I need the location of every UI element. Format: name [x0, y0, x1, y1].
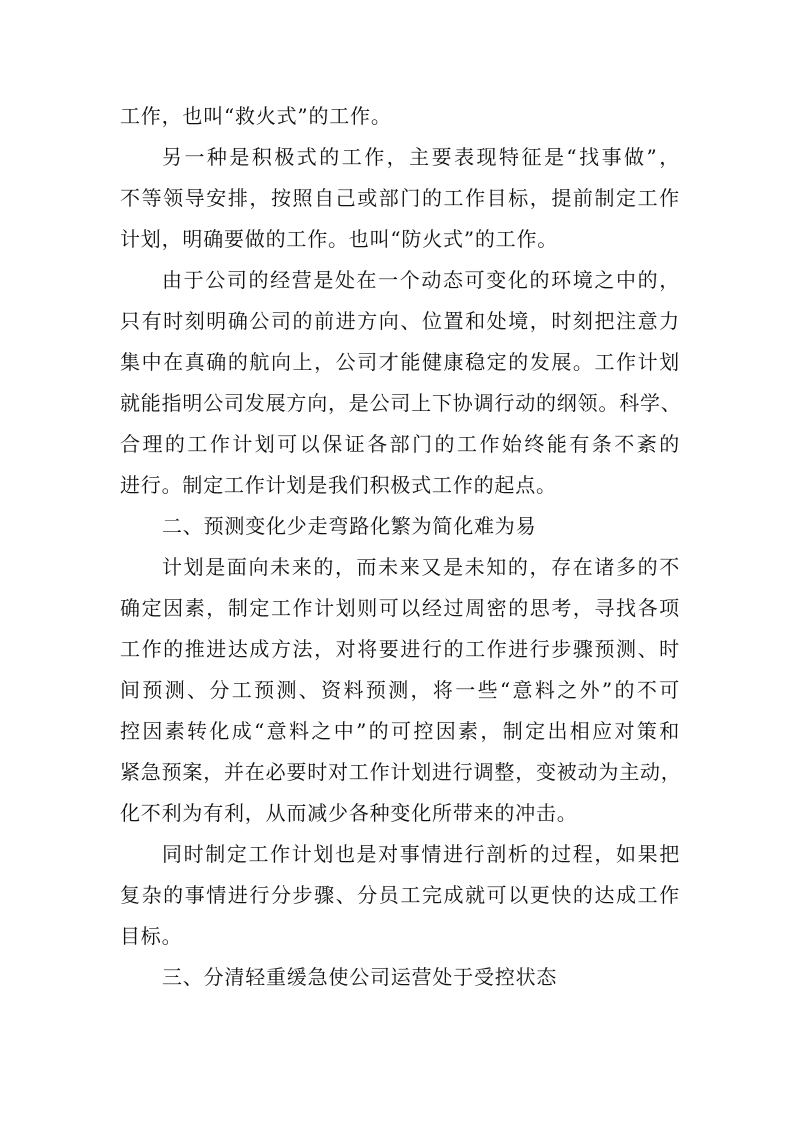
paragraph-line: 只有时刻明确公司的前进方向、位置和处境，时刻把注意力 — [120, 309, 680, 333]
paragraph-line: 计划，明确要做的工作。也叫“防火式”的工作。 — [120, 227, 559, 251]
paragraph-line: 就能指明公司发展方向，是公司上下协调行动的纲领。科学、 — [120, 391, 682, 415]
paragraph-line: 另一种是积极式的工作，主要表现特征是“找事做”， — [162, 145, 680, 169]
paragraph-line: 计划是面向未来的，而未来又是未知的，存在诸多的不 — [162, 555, 680, 579]
paragraph-line: 进行。制定工作计划是我们积极式工作的起点。 — [120, 473, 557, 497]
paragraph-line: 紧急预案，并在必要时对工作计划进行调整，变被动为主动， — [120, 760, 682, 784]
section-heading: 二、预测变化少走弯路化繁为简化难为易 — [162, 514, 537, 538]
paragraph-line: 工作的推进达成方法，对将要进行的工作进行步骤预测、时 — [120, 637, 680, 661]
paragraph-line: 间预测、分工预测、资料预测，将一些“意料之外”的不可 — [120, 678, 680, 702]
document-body — [120, 96, 680, 998]
paragraph-line: 目标。 — [120, 924, 183, 948]
paragraph-line: 复杂的事情进行分步骤、分员工完成就可以更快的达成工作 — [120, 883, 680, 907]
paragraph-line: 由于公司的经营是处在一个动态可变化的环境之中的， — [162, 268, 680, 292]
paragraph-line: 合理的工作计划可以保证各部门的工作始终能有条不紊的 — [120, 432, 680, 456]
paragraph-line: 控因素转化成“意料之中”的可控因素，制定出相应对策和 — [120, 719, 680, 743]
paragraph-line: 不等领导安排，按照自己或部门的工作目标，提前制定工作 — [120, 186, 680, 210]
paragraph-line: 同时制定工作计划也是对事情进行剖析的过程，如果把 — [162, 842, 680, 866]
paragraph-line: 工作，也叫“救火式”的工作。 — [120, 104, 392, 128]
section-heading: 三、分清轻重缓急使公司运营处于受控状态 — [162, 965, 558, 989]
paragraph-line: 集中在真确的航向上，公司才能健康稳定的发展。工作计划 — [120, 350, 680, 374]
paragraph-line: 化不利为有利，从而减少各种变化所带来的冲击。 — [120, 801, 578, 825]
paragraph-line: 确定因素，制定工作计划则可以经过周密的思考，寻找各项 — [120, 596, 680, 620]
